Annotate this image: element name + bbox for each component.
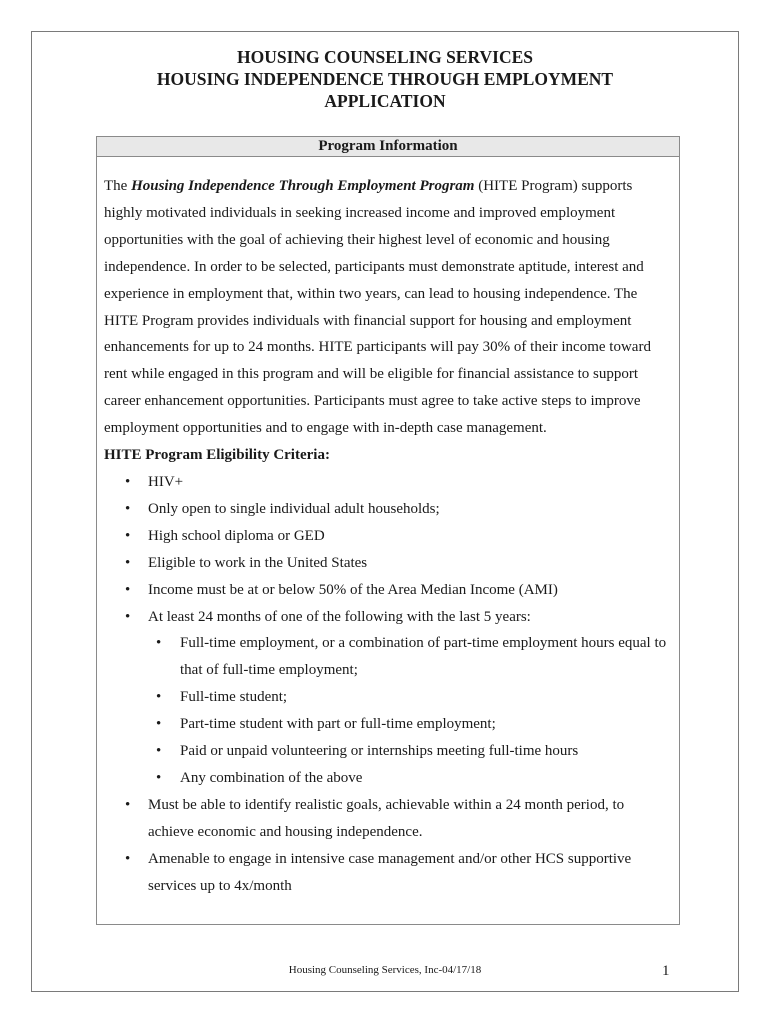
bullet-icon: • bbox=[125, 500, 131, 517]
criteria-item: • Eligible to work in the United States bbox=[104, 550, 670, 577]
sub-criteria-item: • Full-time employment, or a combination of part-time employment hours equal to bbox=[104, 630, 670, 657]
criteria-item: • Amenable to engage in intensive case management and/or other HCS supportive bbox=[104, 846, 670, 873]
criteria-item: • Must be able to identify realistic goals, achievable within a 24 month period, to bbox=[104, 792, 670, 819]
sub-criteria-item: • Part-time student with part or full-time employment; bbox=[104, 711, 670, 738]
criteria-continuation: services up to 4x/month bbox=[148, 877, 292, 894]
para-prefix: The bbox=[104, 178, 132, 194]
bullet-icon: • bbox=[125, 473, 131, 490]
paragraph-line: HITE Program provides individuals with financial support for housing and employment bbox=[104, 312, 632, 329]
bullet-icon: • bbox=[125, 554, 131, 571]
paragraph-line: opportunities with the goal of achieving their highest level of economic and housing bbox=[104, 231, 610, 248]
header-program-name: HOUSING INDEPENDENCE THROUGH EMPLOYMENT bbox=[156, 69, 614, 89]
program-information-title: Program Information bbox=[97, 137, 679, 157]
page-number: 1 bbox=[662, 963, 670, 979]
header-org-name: HOUSING COUNSELING SERVICES bbox=[237, 47, 533, 67]
paragraph-line: highly motivated individuals in seeking increased income and improved employment bbox=[104, 204, 616, 221]
paragraph-line: employment opportunities and to engage with in-depth case management. bbox=[104, 420, 547, 437]
criteria-item: • HIV+ bbox=[104, 469, 670, 496]
program-information-box bbox=[96, 136, 680, 925]
criteria-item: • Only open to single individual adult households; bbox=[104, 496, 670, 523]
sub-criteria-item: • Paid or unpaid volunteering or internships meeting full-time hours bbox=[104, 738, 670, 765]
bullet-icon: • bbox=[125, 581, 131, 598]
bullet-icon: • bbox=[156, 716, 162, 733]
bullet-icon: • bbox=[125, 850, 131, 867]
sub-criteria-item: • Any combination of the above bbox=[104, 765, 670, 792]
footer-text: Housing Counseling Services, Inc-04/17/18 bbox=[288, 964, 482, 976]
criteria-item: • Income must be at or below 50% of the Area Median Income (AMI) bbox=[104, 577, 670, 604]
bullet-icon: • bbox=[156, 769, 162, 786]
eligibility-criteria-heading: HITE Program Eligibility Criteria: bbox=[104, 447, 330, 464]
paragraph-line: experience in employment that, within two years, can lead to housing independence. The bbox=[104, 285, 638, 302]
document-header bbox=[0, 46, 770, 112]
criteria-item: • At least 24 months of one of the following with the last 5 years: bbox=[104, 604, 670, 631]
criteria-item: • High school diploma or GED bbox=[104, 523, 670, 550]
paragraph-line: independence. In order to be selected, participants must demonstrate aptitude, interest and bbox=[104, 258, 644, 275]
bullet-icon: • bbox=[125, 608, 131, 625]
bullet-icon: • bbox=[156, 689, 162, 706]
header-application-label: APPLICATION bbox=[324, 91, 446, 111]
sub-criteria-continuation: that of full-time employment; bbox=[180, 662, 358, 679]
bullet-icon: • bbox=[156, 635, 162, 652]
criteria-continuation: achieve economic and housing independence. bbox=[148, 823, 423, 840]
paragraph-line: enhancements for up to 24 months. HITE participants will pay 30% of their income toward bbox=[104, 339, 651, 356]
paragraph-line bbox=[104, 173, 670, 200]
paragraph-line: career enhancement opportunities. Participants must agree to take active steps to improve bbox=[104, 393, 641, 410]
bullet-icon: • bbox=[125, 796, 131, 813]
bullet-icon: • bbox=[156, 743, 162, 760]
program-name: Housing Independence Through Employment Program bbox=[131, 178, 475, 194]
paragraph-line: rent while engaged in this program and will be eligible for financial assistance to support bbox=[104, 366, 639, 383]
sub-criteria-item: • Full-time student; bbox=[104, 684, 670, 711]
program-description bbox=[104, 173, 670, 899]
para-line1-rest: (HITE Program) supports bbox=[474, 178, 633, 194]
bullet-icon: • bbox=[125, 527, 131, 544]
